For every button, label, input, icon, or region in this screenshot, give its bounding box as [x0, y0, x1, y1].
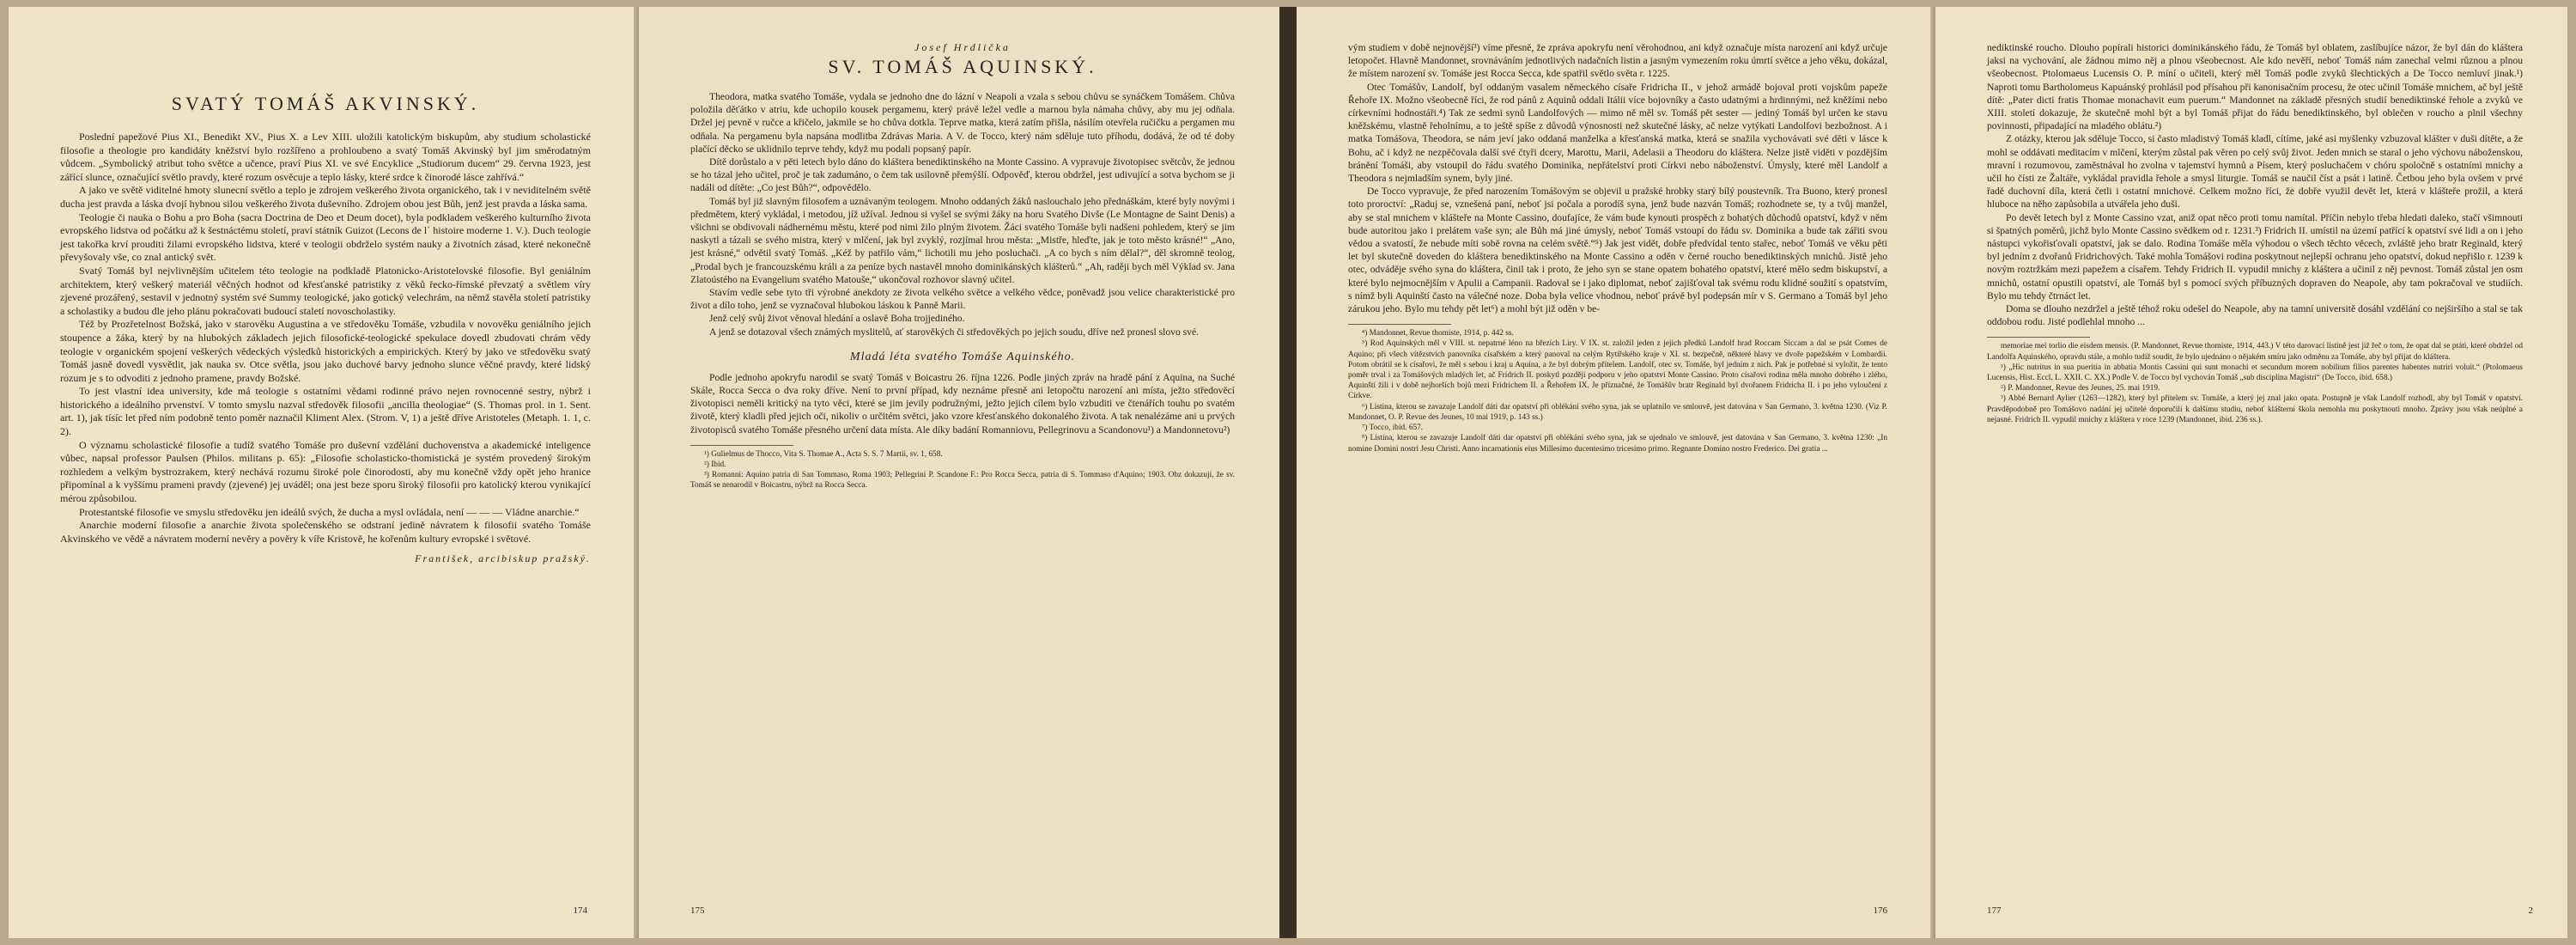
footnote: memoriae mei torlio die eisdem mensis. (P. Mandonnet, Revue thomiste, 1914, 443.) V této darovací listině jest již řeč o tom, že opat dal se ptáti, které obdržel od Landolfa Aquinského, opravdu stále, a mohlo tudíž soudit, že bylo ujednáno o nějakém smíru jako odměnu za Tomáše, aby byl přijat do kláštera. — [1987, 342, 2523, 362]
author-name: Josef Hrdlička — [914, 41, 1011, 53]
page-176 — [1297, 7, 1932, 938]
page-number: 176 — [1873, 905, 1887, 916]
paragraph: Stavím vedle sebe tyto tři výrobné anekdoty ze života velkého světce a velkého vědce, poněvadž jsou velice charakteristické pro život a dílo toho, jenž se vyznačoval hlubokou láskou k Panně Marii. — [690, 287, 1235, 312]
footnote: ²) P. Mandonnet, Revue des Jeunes, 25. mai 1919. — [2001, 384, 2160, 393]
paragraph: Otec Tomášův, Landolf, byl oddaným vasalem německého císaře Fridricha II., v jehož armádě bojoval proti vojskům papeže Řehoře IX. Možno všeobecně říci, že rod pánů z Aquinů oddali Itálii více bojovníky a často udatnými a hrdinnými, než kněžími nebo církevními hodnostáři.⁴) Tak ze sedmi synů Landolfových — mimo ně měl sv. Tomáš pět sester — jediný Tomáš byl určen ke stavu kněžskému, vlastně řeholnímu, a to ještě spíše z důvodů výnosnosti než skutečné lásky, ač nelze vytýkati Landolfovi bezbožnost. A i matka Tomášova, Theodora, se nám jeví jako oddaná manželka a křesťanská matka, která se snažila vychovávati své děti v lásce k Bohu, ač i když ne nezpěčovala další své čtyři dcery, Marottu, Marii, Adelasii a Theodoru do kláštera. Nelze jistě viděti v pozdějším bránění Tomáši, aby vstoupil do řádu svatého Dominika, nepřátelství proti Církvi nebo náboženství. Úmysly, které měl Landolf a Theodora s nejmladším synem, byly jiné. — [1348, 81, 1887, 185]
footnote: ¹) „Hic nutritus in sua pueritia in abbatia Montis Cassini qui sunt monachi et secundum morem nobilium filios parentes habentes nutriri voluit.“ (Ptolomaeus Lucensis, Hist. Eccl. L. XXII. C. XX.) Podle V. de Tocco byl vychován Tomáš „sub disciplina Magistri“ (De Tocco, ibid. 658.) — [1987, 363, 2523, 383]
footnote: ¹) Gulielmus de Thocco, Vita S. Thomae A., Acta S. S. 7 Martii, sv. 1, 658. — [704, 449, 943, 459]
footnote-rule — [1987, 337, 2090, 338]
paragraph: Svatý Tomáš byl nejvlivnějším učitelem této teologie na podkladě Platonicko-Aristotelovské filosofie. Byl geniálním architektem, který veškerý materiál věčných hodnot od křesťanské patristiky z věků řecko-římské převzatý a světlem víry zjevené prozářený, sestavil v jednotný systém své Summy teologické, jako gotický velechrám, na němž stavěla století patristiky a scholastiky a budou dle jeho plánu pokračovati budoucí staletí novoscholastiky. — [60, 264, 591, 317]
page-177 — [1935, 7, 2567, 938]
paragraph: Theodora, matka svatého Tomáše, vydala se jednoho dne do lázní v Neapoli a vzala s sebou chůvu se synáčkem Tomášem. Chůva položila děťátko v atriu, kde uchopilo kousek pergamenu, který právě ležel vedle a marnou byla námaha chůvy, aby mu jej odňala. Držel jej pevně v ručce a křičelo, jakmile se ho chůva dotkla. Teprve matka, která zatím přišla, násilím otevřela ručičku a pergamen mu odňala. Na pergamenu byla napsána modlitba Zdrávas Maria. A V. de Tocco, který nám sděluje tuto příhodu, dodává, že od té doby plačící děcko se uklidnilo teprve tehdy, když mu podali popsaný papír. — [690, 91, 1235, 155]
paragraph: O významu scholastické filosofie a tudíž svatého Tomáše pro duševní vzdělání duchovenstva a akademické inteligence vůbec, napsal professor Paulsen (Philos. militans p. 65): „Filosofie scholasticko-thomistická je systém provedený širokým rozhledem a velkým bystrozrakem, který nechává rozumu široké pole činorodosti, aby mu konečně vždy opět jeho hranice připomínal a k vyššímu prameni pravdy (zjevené) jej uváděl; ona jest beze sporu široký filosofii pro katolický kterou vynikající mérou způsobilou. — [60, 438, 591, 505]
article-title: SV. TOMÁŠ AQUINSKÝ. — [828, 56, 1097, 77]
paragraph: Dítě dorůstalo a v pěti letech bylo dáno do kláštera benediktinského na Monte Cassino. A vypravuje životopisec světcův, že jednou se ho tázal jeho učitel, proč je tak zadumáno, o čem tak usilovně přemýšlí. Odpověď, kterou obdržel, jest udivující a sotva bychom se ji nadáli od dítěte: „Co jest Bůh?“, odpovědělo. — [690, 156, 1235, 194]
article-body — [1987, 41, 2523, 328]
page-174 — [9, 7, 635, 938]
paragraph: Anarchie moderní filosofie a anarchie života společenského se odstraní jedině návratem k filosofii svatého Tomáše Akvinského ve vědě a návratem moderní nevěry a pověry k víře Kristově, he kořenům kultury evropské i světové. — [60, 519, 591, 545]
article-title: SVATÝ TOMÁŠ AKVINSKÝ. — [171, 93, 480, 114]
article-body — [1348, 41, 1887, 315]
footnote: ⁵) Rod Aquinských měl v VIII. st. nepatrné léno na březích Liry. V IX. st. založil jeden z jejich předků Landolf hrad Roccam Siccam a dal se psát Comes de Aquino; při všech vítězstvích panovníka císařském a který panoval na celým Rytířského kraje v XI. st. bezpečně, některé hlavy ve dvoře papežském v Lombardii. Potom obrátil se k císařovi, že měl s sebou i kraj u Aquina, a že byl dobrým přítelem. Landolf, otec sv. Tomáše, byl jedním z nich. Pak je potřebné si vyložit, že tento poměr trval i za Tomášových mladých let, ač Fridrich II. poskytl později podporu v jeho opatství Monte Cassino. Proto císařovi rodina měla mnoho dobrého i zlého, Aquinští žili i v době nejhorších bojů mezi Fridrichem II. a Řehořem IX. Je příznačné, že Tomášův bratr Reginald byl dvořanem Fridricha II. i po jeho vyloučení z Církve. — [1348, 339, 1887, 401]
paragraph: Podle jednoho apokryfu narodil se svatý Tomáš v Boicastru 26. října 1226. Podle jiných zpráv na hradě pání z Aquina, na Suché Skále, Rocca Secca o dva roky dříve. Není to první případ, kdy neznáme přesně ani letopočtu narození ani místa, ježto středověcí životopisci neměli kritický na tyto věci, které se jim jevily podružnými, ježto jejich cílem bylo vzbuditi ve čtenářích touhu po svatém životě, který kladli před jejich oči, nikoliv o určitém světci, jako vzore křesťanského dokonalého života. A tak nenalézáme ani u prvých životopisců svatého Tomáše přesného určení data místa. Ale díky badání Romanniovu, Pellegrinovu a Scandonovu¹) a Mandonnetovu²) — [690, 371, 1235, 436]
footnote: ⁷) Tocco, ibid. 657. — [1362, 424, 1424, 433]
paragraph: Též by Prozřetelnost Božská, jako v starověku Augustina a ve středověku Tomáše, vzbudila v novověku geniálního jejich stoupence a žáka, který by na hlubokých základech jejich filosofické-teologické spekulace dovedl zbudovati chrám vědy teologie v organickém spojení veškerých vědeckých výsledků historických a empirických. Který by jako ve středověku svatý Tomáš jasně dovedl vysvětlit, jak nauka sv. Otce světla, jsou jako duchové barvy jednoho slunce věčné pravdy, které lidský rozum je s to odvoditi z jednoho pramene, pravdy Božské. — [60, 318, 591, 384]
footnote-rule — [1348, 324, 1451, 325]
footnote: ³) Abbé Bernard Aylier (1263—1282), který byl přítelem sv. Tomáše, a který jej znal jako opata. Postupně je však Landolf rozhodl, aby byl Tomáš v opatství. Pravděpodobně pro Tomášovo nadání jej učitelé doporučili k dalšímu studiu, neboť klášterní škola nemohla mu poskytnouti mnoho. Zprávy jsou však neúplné a nejasné. Fridrich II. vypudil mnichy z kláštera v roce 1239 (Mandonnet, ibid. 236 ss.). — [1987, 394, 2523, 424]
page-175 — [639, 7, 1279, 938]
paragraph: vým studiem v době nejnovější³) víme přesně, že zpráva apokryfu není věrohodnou, ani když označuje místa narození ani když určuje letopočet. Hlavně Mandonnet, srovnáváním jednotlivých nadačních listin a jasným vymezením roku úmrtí světce a jeho věku, dokázal, že místem narození sv. Tomáše jest Rocca Secca, kde spatřil světlo světa r. 1225. — [1348, 42, 1887, 80]
paragraph: Poslední papežové Pius XI., Benedikt XV., Pius X. a Lev XIII. uložili katolickým biskupům, aby studium scholastické filosofie a theologie pro kandidáty kněžství bylo rozšířeno a prohloubeno a svatý Tomáš Akvinský byl jim směrodatným vůdcem. „Symbolický atribut toho světce a učence, praví Pius XI. ve své Encyklice „Studiorum ducem“ 29. června 1923, jest zářící slunce, označující světlo pravdy, které rozum osvěcuje a teplo lásky, které srdce k činorodé lásce zahřívá.“ — [60, 131, 591, 183]
paragraph: De Tocco vypravuje, že před narozením Tomášovým se objevil u pražské hrobky starý bílý poustevník. Tra Buono, který pronesl toto proroctví: „Raduj se, vznešená paní, neboť jsi počala a porodíš syna, jenž bude nazván Tomáš; rozhodnete se, ty a tvůj manžel, aby se stal mnichem v klášteře na Monte Cassino, doufajíce, že vám bude kynouti prospěch z bohatých důchodů opatství, když v něm bude autoritou jako i prelátem vaše syn; ale Bůh má jiné úmysly, neboť Tomáš vstoupí do řádu sv. Dominika a bude tak zářiti svou vědou a svatostí, že nebude míti sobě rovna na celém světě.“⁵) Jak jest vidět, dobře předvídal tento stařec, neboť Tomáš ve věku pěti let byl skutečně doveden do kláštera benediktinského na Monte Cassino a oděn v černé roucho benediktinských mnichů. Jistě jeho otec, odváděje svého syna do kláštera, činil tak i proto, že jeho syn se stane opatem bohatého opatství, které mělo sedm biskupství, a které bylo nejmocnějším v Apulii a Campanii. Radoval se i jako diplomat, neboť zajišťoval tak svému rodu klidné soužití s opatstvím, s nímž byli Aquinští často na válečné noze. Doba byla velice vhodnou, neboť právě byl podepsán mír v S. Germano a Tomáš byl jeho zárukou jeho. Bylo mu tehdy pět let⁶) a mohl být již oděn v be- — [1348, 186, 1887, 315]
paragraph: A jenž se dotazoval všech známých myslitelů, ať starověkých či středověkých po jejich soudu, dříve než pronesl slovo své. — [709, 326, 1199, 338]
footnote: ²) Ibid. — [704, 460, 726, 470]
spread-gap — [1279, 7, 1297, 938]
signature-mark: 2 — [2528, 905, 2533, 916]
page-number: 174 — [573, 905, 587, 916]
footnotes — [1348, 328, 1887, 454]
footnote-rule — [690, 445, 793, 446]
paragraph: Po devět letech byl z Monte Cassino vzat, aniž opat něco proti tomu namítal. Příčin nebylo třeba hledati daleko, stačí všimnouti si špatných poměrů, jichž bylo Monte Cassino svědkem od r. 1231.³) Fridrich II. umístil na území patřící k opatství své lidi a on i jeho nástupci vykořisťovali opatství, jak se dalo. Rodina Tomáše měla výhodou o všech těchto věcech, zvláště jeho bratr Reginald, který byl jedním z dvořanů Fridrichových. Také mohla Tomášovi rodina poskytnout nejlepší ochranu jeho opatství, dokud nepřišlo r. 1239 k novým roztržkám mezi papežem a císařem. Tehdy Fridrich II. vypudil mnichy z kláštera a učinil z něj pevnost. Tomáš zůstal jen osm mnichů, ostatní opustili opatství, ale Tomáš byl s pomocí svých příbuzných dopraven do Neapole, aby tam pokračoval ve studiích. Bylo mu tehdy čtrnáct let. — [1987, 211, 2523, 302]
paragraph: Doma se dlouho nezdržel a ještě téhož roku odešel do Neapole, aby na tamní universitě dosáhl vzdělání co nejširšího a stal se tak oddobou rodu. Jisté podlehlal mnoho ... — [1987, 303, 2523, 328]
footnote: ⁸) Listina, kterou se zavazuje Landolf dáti dar opatství při oblékání svého syna, jak se ujednalo ve smlouvě, jest datována v San Germano, 3. května 1230: „In nomine Domini nostri Jesu Christi. Anno incarnationis eius Millesimo ducentesimo tricesimo primo. Regnante Domino nostro Frederico. Dei gratia ... — [1348, 434, 1887, 454]
footnotes — [690, 449, 1235, 491]
paragraph: A jako ve světě viditelné hmoty slunecní světlo a teplo je zdrojem veškerého života organického, tak i v neviditelném světě ducha jest pravda a láska dvojí hybnou silou veškerého života duševního. Zdrojem obou jest Bůh, jenž jest pravda a láska sama. — [60, 184, 591, 210]
page-number: 175 — [690, 905, 705, 916]
paragraph: Teologie či nauka o Bohu a pro Boha (sacra Doctrina de Deo et Deum docet), byla podkladem veškerého kulturního života evropského lidstva od počátku až k šestnáctému století, praví státník Guizot (Lecons de l´ histoire moderne 1. V.). Duch teologie jest takořka krví prouditi žilami evropského lidstva, které v teologii obdrželo systém nauky a životních zásad, které nekonečně převyšovaly vše, co znal antický svět. — [60, 210, 591, 264]
article-body — [690, 90, 1235, 338]
article-body — [60, 131, 591, 546]
paragraph: Tomáš byl již slavným filosofem a uznávaným teologem. Mnoho oddaných žáků naslouchalo jeho přednáškám, které byly novými i předmětem, který vykládal, i metodou, jíž užíval. Jednou si vyšel se svými žáky na horu Svatého Divše (Le Montagne de Saint Denis) a všichni se obdivovali nádhernému městu, které pod nimi žilo plným životem. Žáci svatého Tomáše byli nadšeni pohledem, který se jim naskytl a tázali se svého mistra, který v mlčení, jak byl zvyklý, rozjímal hrou města: „Mistře, hleďte, jak je toto město krásné!“ „Ano, jest krásné,“ odvětil svatý Tomáš. „Kéž by patřilo vám,“ lichotili mu jeho posluchači. „A co bych s ním dělal?“, děl skromně teolog, „Prodal bych je francouzskému králi a za peníze bych nastavěl mnoho dominikánských klášterů.“ „Ah, raději bych měl Výklad sv. Jana Zlatoústého na Evangelium svatého Matouše,“ ukončoval rozhovor slavný učitel. — [690, 195, 1235, 285]
signature: František, arcibiskup pražský. — [415, 552, 591, 565]
footnotes — [1987, 341, 2523, 425]
footnote: ⁶) Listina, kterou se zavazuje Landolf dáti dar opatství při oblékání svého syna, jak se uplatnilo ve smlouvě, jest datována v San Germano, 3. května 1230. (Viz P. Mandonnet, O. P. Revue des Jeunes, 10 mai 1919, p. 143 ss.) — [1348, 402, 1887, 422]
section-heading: Mladá léta svatého Tomáše Aquinského. — [849, 350, 1076, 363]
paragraph: nediktinské roucho. Dlouho popírali historici dominikánského řádu, že Tomáš byl oblatem, zaslíbujíce názor, že byl dán do kláštera jaksi na vychování, ale žádnou mimo něj a plnou všeobecnost. Ale kdo nevěří, neboť Tomáš nám zanechal velmi různou a plnou všeobecnost. Ptolomaeus Lucensis O. P. míní o učiteli, který měl Tomáš podle zvyků šlechtických a De Tocco nemluví jinak.¹) Naproti tomu Bartholomeus Kapuánský prohlásil pod přísahou při kanonisačním procesu, že otec učinil Tomáše mnichem, ač byl ještě dítě: „Pater dicti fratis Thomae monachavit eum puerum.“ Mandonnet na základě přesných studií benediktinské řehole a zvyků ve XIII. století dokazuje, že skutečně mohl být a byl Tomáš přijat do řádu benediktinského, byl oblečen v roucho a plnil všechny povinnosti, připadající na mladého oblátu.²) — [1987, 42, 2523, 132]
footnote: ³) Romanni: Aquino patria di San Tommaso, Roma 1903; Pellegrini P. Scandone F.: Pro Rocca Secca, patria di S. Tommaso d'Aquino; 1903. Obz dokazují, že sv. Tomáš se nenarodil v Boicastru, nýbrž na Rocca Secca. — [690, 471, 1235, 491]
footnote: ⁴) Mandonnet, Revue thomiste, 1914, p. 442 ss. — [1362, 329, 1514, 338]
page-number: 177 — [1987, 905, 2002, 916]
paragraph: To jest vlastní idea university, kde má teologie s ostatními vědami rodinné právo nejen rovnocenné sestry, nýbrž i historického a ideálního prvenství. V tomto smyslu nazval středověk filosofii „ancilla theologiae“ (S. Thomas prol. in 1. Sent. art. 1), jak tísíc let před ním podobně tento poměr naznačil Kliment Alex. (Strom. V, 1) a ještě dříve Aristoteles (Metaph. 1. 1, c. 2). — [60, 385, 591, 438]
paragraph: Jenž celý svůj život věnoval hledání a oslavě Boha trojjediného. — [709, 313, 965, 325]
paragraph: Protestantské filosofie ve smyslu středověku jen ideálů svých, že ducha a mysl ovládala, není — — — Vládne anarchie.“ — [79, 505, 580, 518]
paragraph: Z otázky, kterou jak sděluje Tocco, si často mladistvý Tomáš kladl, cítíme, jaké asi myšlenky vzbuzoval klášter v duši dítěte, a že mohl se oddávati meditacím v mlčení, kterým zůstal pak věren po celý svůj život. Jeden mnich se staral o jeho výchovu náboženskou, mravní i rozumovou, zaměstnával ho zvolna v tajemství hymnů a Písem, který posluchačem v chóru spoločně s ostatními mnichy a učil ho čísti ze Žaltáře, vykládal pravidla řehole a smysl liturgie. Tomáš se naučil číst a psát i latině. Četbou jeho byla ovšem v prvé řadě duchovní díla, která četli i ostatní mnichové. Celkem možno říci, že dobře využil devět let, která v klášteře prožil, a která hluboce na něho zapůsobila a utvářela jeho duši. — [1987, 133, 2523, 210]
article-body — [690, 371, 1235, 436]
